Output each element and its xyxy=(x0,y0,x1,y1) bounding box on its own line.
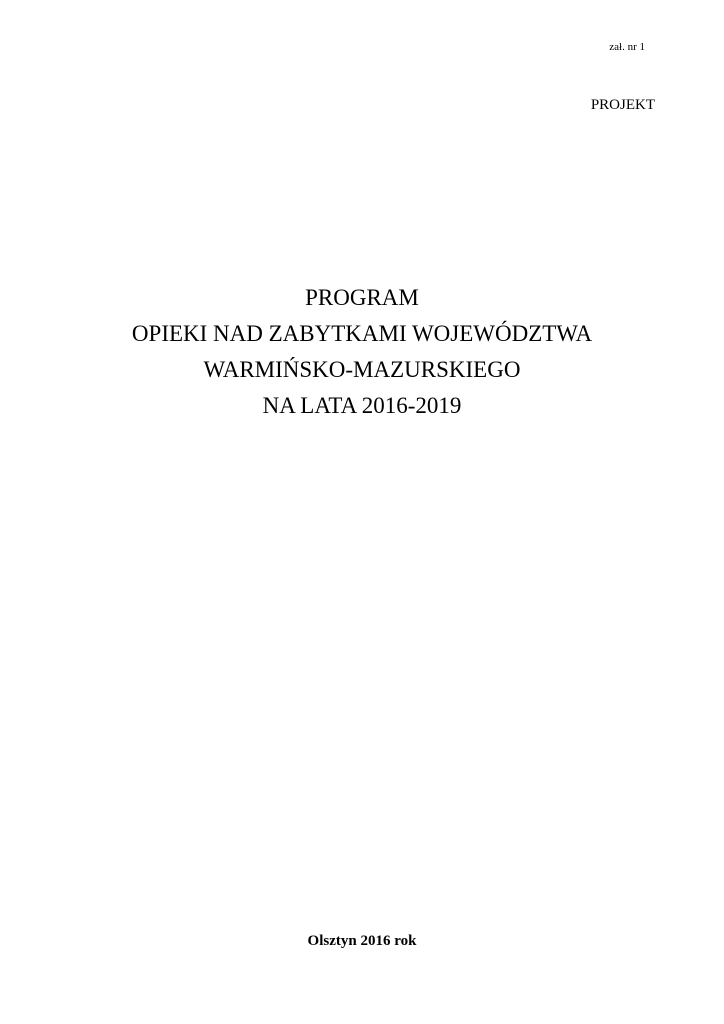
document-title xyxy=(0,280,724,424)
project-status-label: PROJEKT xyxy=(590,97,655,113)
title-line: OPIEKI NAD ZABYTKAMI WOJEWÓDZTWA xyxy=(131,321,593,346)
title-line: PROGRAM xyxy=(305,285,419,310)
title-line: NA LATA 2016-2019 xyxy=(262,393,462,418)
attachment-note: zał. nr 1 xyxy=(609,41,645,53)
place-and-year: Olsztyn 2016 rok xyxy=(307,933,417,949)
title-line: WARMIŃSKO-MAZURSKIEGO xyxy=(203,357,521,382)
